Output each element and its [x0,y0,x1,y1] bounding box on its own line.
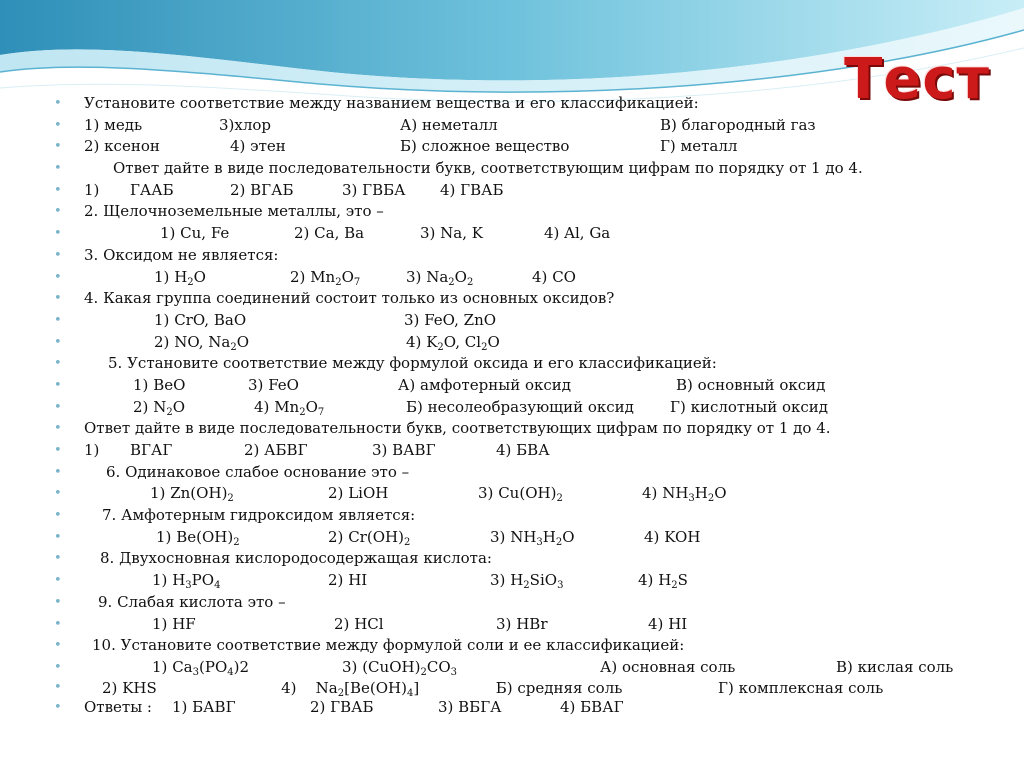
test-line [54,635,1016,657]
bullet-icon: • [54,616,62,632]
test-line [54,505,1016,527]
test-line [54,548,1016,570]
test-line [54,353,1016,375]
line-cell: 4) HI [648,614,688,633]
bullet-icon: • [54,421,62,437]
bullet-icon: • [54,96,62,111]
test-line [54,115,1016,137]
bullet-icon: • [54,356,62,372]
line-cell: Б) сложное вещество [400,137,570,156]
line-cell: 2) ВГАБ [230,180,294,199]
bullet-icon: • [54,508,62,524]
test-line [54,614,1016,636]
line-cell: 2) LiOH [328,484,389,503]
bullet-icon: • [54,291,62,307]
line-cell: 2) АБВГ [244,441,308,459]
line-cell: 3) $Na_2O_2$ [406,267,474,288]
line-cell: 3) ВБГА [438,697,502,716]
line-text: Ответ дайте в виде последовательности букв, соответствующих цифрам по порядку от 1 до 4. [84,419,831,438]
test-line [54,332,1016,354]
line-text: 5. Установите соответствие между формулой оксида и его классификацией: [108,354,717,373]
test-line [54,483,1016,505]
test-line [54,462,1016,484]
bullet-icon: • [54,182,62,198]
line-cell: 2) $Mn_2O_7$ [290,267,361,288]
line-cell: 1) CrO, BaO [154,310,247,329]
bullet-icon: • [54,139,62,155]
line-cell: Г) металл [660,137,738,156]
bullet-icon: • [54,269,62,285]
line-cell: 4) KOH [644,527,701,546]
line-cell: 3) ГВБА [342,180,406,199]
line-cell: 2) ГВАБ [310,697,374,716]
line-cell: 2) HCl [334,614,384,633]
line-cell: 2) NO, $Na_2O$ [154,332,250,353]
test-line [54,657,1016,679]
line-cell: 3) $Cu(OH)_2$ [478,484,563,505]
line-text: 9. Слабая кислота это – [98,592,286,611]
line-cell: 4) $K_2O$, $Cl_2O$ [406,332,500,353]
line-cell: В) благородный газ [660,115,816,134]
bullet-icon: • [54,161,62,177]
line-cell: 2) ксенон [84,137,160,156]
bullet-icon: • [54,699,62,715]
bullet-icon: • [54,377,62,393]
test-line [54,310,1016,332]
line-cell: 1) $H_3PO_4$ [152,571,221,592]
line-cell: Ответы : [84,697,152,716]
line-cell: 1) $Be(OH)_2$ [156,527,240,548]
line-cell: 1) БАВГ [172,697,236,716]
line-cell: 1) [84,441,100,459]
line-text: Установите соответствие между названием вещества и его классификацией: [84,94,699,112]
line-text: 2) KHS 4) $Na_2[Be(OH)_4]$ Б) средняя соль Г) комплексная соль [102,678,884,699]
test-line [54,678,884,699]
bullet-icon: • [54,551,62,567]
line-cell: 4) ГВАБ [440,180,504,199]
line-cell: 4) $Mn_2O_7$ [254,397,325,418]
line-cell: 4) Al, Ga [544,224,611,243]
bullet-icon: • [54,529,62,545]
bullet-icon: • [54,594,62,610]
line-cell: 2) HI [328,571,368,590]
test-line [54,93,1016,115]
line-cell: 1) Cu, Fe [160,224,230,243]
bullet-icon: • [54,464,62,480]
line-text: Ответ дайте в виде последовательности букв, соответствующим цифрам по порядку от 1 до 4. [113,159,863,178]
line-text: 10. Установите соответствие между формулой соли и ее классификацией: [92,636,685,655]
bullet-icon: • [54,679,62,695]
line-cell: 1) HF [152,614,196,633]
test-line [54,697,1016,719]
bullet-icon: • [54,443,62,458]
bullet-icon: • [54,312,62,328]
line-cell: 1) $Ca_3(PO_4)2$ [152,657,250,678]
line-cell: 2) Ca, Ba [294,224,365,243]
bullet-icon: • [54,247,62,263]
test-line [54,570,1016,592]
test-line [54,375,1016,397]
line-cell: 4) БВА [496,441,550,459]
line-cell: ГААБ [130,180,174,199]
bullet-icon: • [54,638,62,654]
test-line [54,267,1016,289]
line-text: 2. Щелочноземельные металлы, это – [84,202,384,221]
line-cell: 1) [84,180,100,199]
test-line [54,288,1016,310]
line-cell: 4) $H_2S$ [638,571,688,592]
line-cell: 1) медь [84,115,143,134]
bullet-icon: • [54,117,62,133]
bullet-icon: • [54,659,62,675]
line-cell: 1) BeO [133,375,186,394]
line-cell: 3) ВАВГ [372,441,436,459]
line-cell: 3) Na, K [420,224,483,243]
line-cell: 3)хлор [219,115,272,134]
line-cell: 3) FeO [248,375,299,394]
test-line [54,397,1016,419]
line-cell: 3) HBr [496,614,548,633]
line-cell: 3) $(CuOH)_2CO_3$ [342,657,458,678]
line-cell: 1) $Zn(OH)_2$ [150,484,234,505]
test-line [54,592,1016,614]
test-line [54,201,1016,223]
test-line [54,245,1016,267]
line-text: 7. Амфотерным гидроксидом является: [102,506,416,525]
test-line [54,418,1016,440]
bullet-icon: • [54,334,62,350]
line-cell: ВГАГ [130,441,173,459]
line-cell: 4) $NH_3H_2O$ [642,484,727,505]
bullet-icon: • [54,573,62,589]
line-cell: Г) кислотный оксид [670,397,829,416]
line-cell: 2) $Cr(OH)_2$ [328,527,411,548]
line-cell: 4) БВАГ [560,697,624,716]
line-cell: 3) FeO, ZnO [404,310,497,329]
line-cell: Б) несолеобразующий оксид [406,397,634,416]
test-line [54,223,1016,245]
test-content [54,93,1016,718]
line-cell: 3) $H_2SiO_3$ [490,571,564,592]
bullet-icon: • [54,226,62,242]
line-cell: 2) $N_2O$ [133,397,185,418]
line-text: 6. Одинаковое слабое основание это – [106,462,410,481]
test-line [54,440,1016,462]
bullet-icon: • [54,399,62,415]
line-text: 8. Двухосновная кислородосодержащая кислота: [100,549,492,568]
line-cell: 4) этен [230,137,286,156]
line-text: 4. Какая группа соединений состоит только из основных оксидов? [84,289,615,308]
line-text: 3. Оксидом не является: [84,245,279,264]
line-cell: В) основный оксид [676,375,826,394]
line-cell: А) основная соль [600,657,736,676]
bullet-icon: • [54,486,62,502]
slide-title: Тест [844,47,990,112]
line-cell: 1) $H_2O$ [154,267,206,288]
test-line [54,136,1016,158]
line-cell: А) амфотерный оксид [398,375,572,394]
line-cell: В) кислая соль [836,657,954,676]
line-cell: 3) $NH_3H_2O$ [490,527,575,548]
test-line [54,158,1016,180]
test-line [54,180,1016,202]
test-line [54,527,1016,549]
bullet-icon: • [54,204,62,220]
line-cell: 4) CO [532,267,576,286]
line-cell: А) неметалл [400,115,498,134]
